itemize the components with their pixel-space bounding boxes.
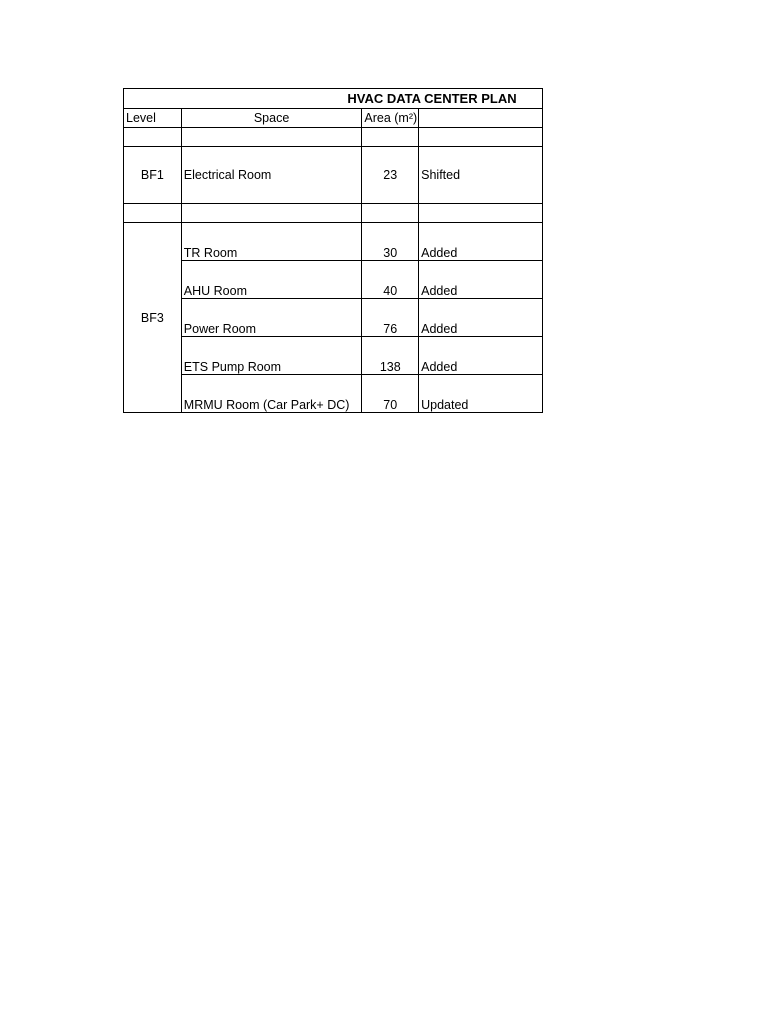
blank-row (124, 128, 543, 147)
status-cell: Added (419, 299, 543, 337)
table-row (124, 299, 543, 337)
status-cell: Updated (419, 375, 543, 413)
header-area: Area (m²) (362, 109, 419, 128)
header-space: Space (181, 109, 362, 128)
table-title: HVAC DATA CENTER PLAN (124, 89, 543, 109)
blank-cell (124, 128, 182, 147)
space-cell: ETS Pump Room (181, 337, 362, 375)
table-row (124, 375, 543, 413)
level-cell-bf3: BF3 (124, 223, 182, 413)
table-row (124, 261, 543, 299)
area-cell: 70 (362, 375, 419, 413)
table-row (124, 337, 543, 375)
area-cell: 76 (362, 299, 419, 337)
level-cell-bf1: BF1 (124, 147, 182, 204)
space-cell: Power Room (181, 299, 362, 337)
blank-cell (181, 204, 362, 223)
blank-cell (362, 204, 419, 223)
table-row (124, 147, 543, 204)
area-cell: 138 (362, 337, 419, 375)
blank-cell (419, 204, 543, 223)
space-cell: MRMU Room (Car Park+ DC) (181, 375, 362, 413)
blank-cell (124, 204, 182, 223)
status-cell: Shifted (419, 147, 543, 204)
space-cell: AHU Room (181, 261, 362, 299)
area-cell: 23 (362, 147, 419, 204)
title-row (124, 89, 543, 109)
status-cell: Added (419, 223, 543, 261)
space-cell: Electrical Room (181, 147, 362, 204)
blank-cell (181, 128, 362, 147)
blank-cell (362, 128, 419, 147)
blank-row (124, 204, 543, 223)
table-row (124, 223, 543, 261)
header-status (419, 109, 543, 128)
status-cell: Added (419, 337, 543, 375)
header-row (124, 109, 543, 128)
area-cell: 40 (362, 261, 419, 299)
status-cell: Added (419, 261, 543, 299)
hvac-plan-table (123, 88, 543, 413)
area-cell: 30 (362, 223, 419, 261)
blank-cell (419, 128, 543, 147)
header-level: Level (124, 109, 182, 128)
spreadsheet-viewport (123, 88, 517, 420)
space-cell: TR Room (181, 223, 362, 261)
